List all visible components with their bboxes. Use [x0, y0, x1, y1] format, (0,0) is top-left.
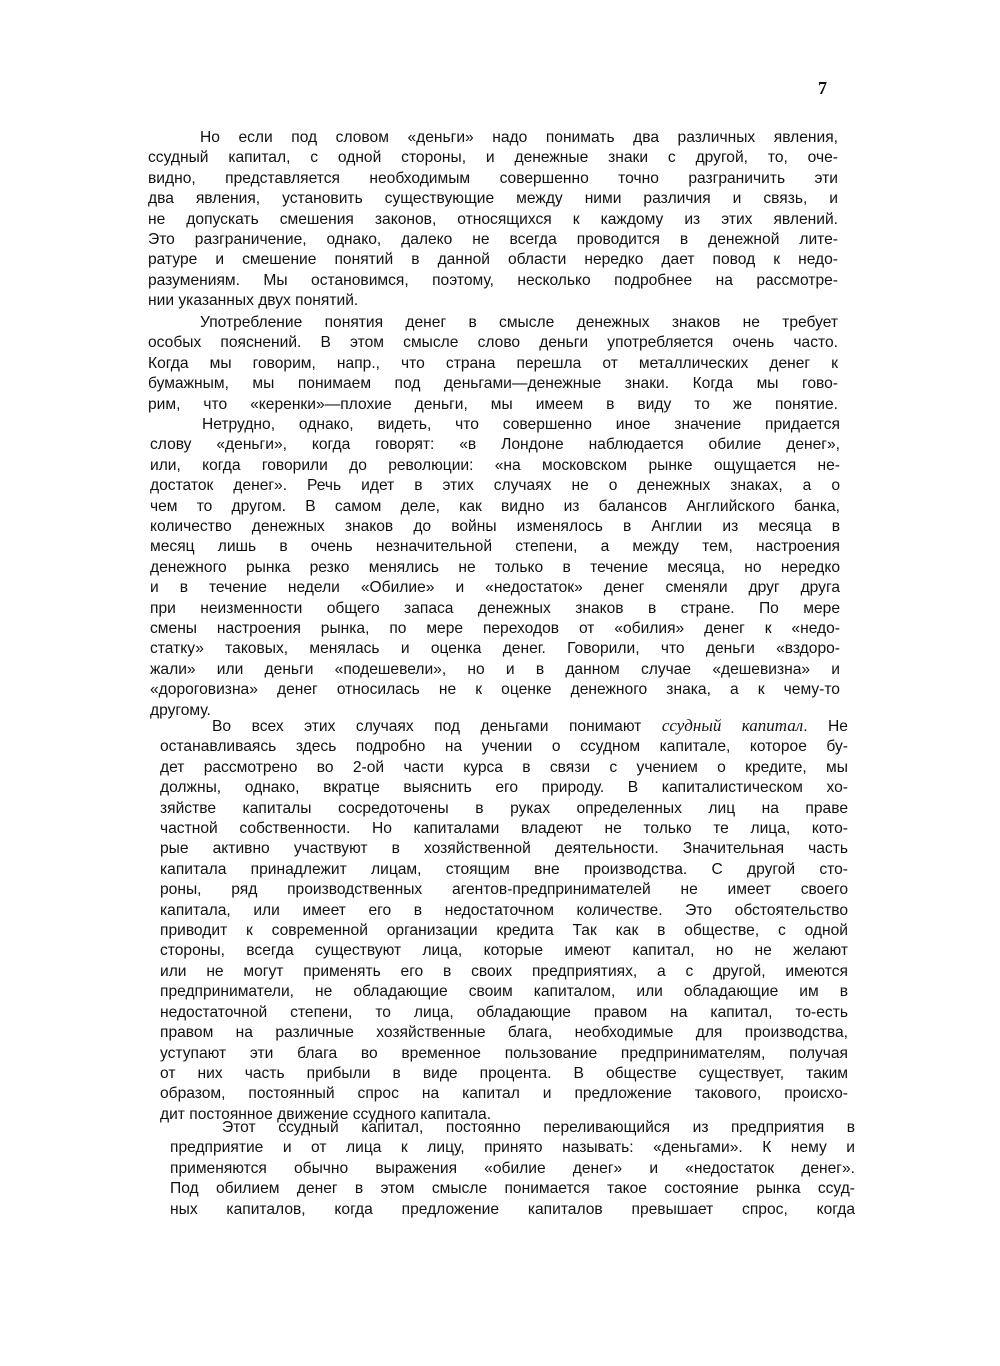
text-line: капитала принадлежит лицам, стоящим вне производства. С другой сто- — [160, 860, 848, 878]
text-line: жали» или деньги «подешевели», но и в данном случае «дешевизна» и — [150, 660, 840, 678]
text-line: дит постоянное движение ссудного капитала. — [160, 1105, 492, 1123]
text-line: недостаточной степени, то лица, обладающие правом на капитал, то-есть — [160, 1003, 848, 1021]
text-line: не допускать смешения законов, относящихся к каждому из этих явлений. — [148, 210, 838, 228]
text-line: два явления, установить существующие между ними различия и связь, и — [148, 190, 838, 208]
text-line: от них часть прибыли в виде процента. В обществе существует, таким — [160, 1064, 848, 1082]
text-line: достаток денег». Речь идет в этих случаях не о денежных знаках, а о — [150, 477, 840, 495]
text-line: приводит к современной организации кредита Так как в обществе, с одной — [160, 922, 848, 940]
text-line: останавливаясь здесь подробно на учении о ссудном капитале, которое бу- — [160, 738, 848, 756]
text-line: Этот ссудный капитал, постоянно переливающийся из предприятия в — [222, 1119, 855, 1136]
text-line: зяйстве капиталы сосредоточены в руках определенных лиц на праве — [160, 799, 848, 817]
paragraph-1 — [148, 128, 838, 312]
text-line: предприятие и от лица к лицу, принято называть: «деньгами». К нему и — [170, 1139, 855, 1157]
text-line: правом на различные хозяйственные блага, необходимые для производства, — [160, 1024, 848, 1042]
text-line: видно, представляется необходимым совершенно точно разграничить эти — [148, 169, 838, 187]
text-line: «дороговизна» денег относилась не к оценке денежного знака, а к чему-то — [150, 681, 840, 699]
text-line: Это разграничение, однако, далеко не всегда проводится в денежной лите- — [148, 231, 838, 249]
emphasis-term: ссудный капитал — [661, 716, 804, 735]
paragraph-2 — [148, 313, 838, 415]
text-run: . Не — [803, 718, 848, 735]
text-line: предприниматели, не обладающие своим капиталом, или обладающие им в — [160, 983, 848, 1001]
paragraph-4 — [160, 716, 848, 1125]
text-line: или, когда говорили до революции: «на московском рынке ощущается не- — [150, 456, 840, 474]
text-run: Во всех этих случаях под деньгами понимают — [212, 718, 662, 735]
text-line: и в течение недели «Обилие» и «недостаток» денег сменяли друг друга — [150, 579, 840, 597]
text-line: Нетрудно, однако, видеть, что совершенно иное значение придается — [202, 416, 840, 433]
text-line: частной собственности. Но капиталами владеют не только те лица, кото- — [160, 820, 848, 838]
text-line: должны, однако, вкратце выяснить его природу. В капиталистическом хо- — [160, 779, 848, 797]
text-line: применяются обычно выражения «обилие денег» и «недостаток денег». — [170, 1159, 855, 1177]
text-line: слову «деньги», когда говорят: «в Лондоне наблюдается обилие денег», — [150, 436, 840, 454]
text-line: Под обилием денег в этом смысле понимается такое состояние рынка ссуд- — [170, 1180, 855, 1198]
text-line: уступают эти блага во временное пользование предпринимателям, получая — [160, 1044, 848, 1062]
text-line: денежного рынка резко менялись не только в течение месяца, но нередко — [150, 558, 840, 576]
text-line: Но если под словом «деньги» надо понимать два различных явления, — [200, 129, 838, 146]
text-line: при неизменности общего запаса денежных знаков в стране. По мере — [150, 599, 840, 617]
text-line: Когда мы говорим, напр., что страна перешла от металлических денег к — [148, 354, 838, 372]
text-line: роны, ряд производственных агентов-предпринимателей не имеет своего — [160, 881, 848, 899]
text-line: особых пояснений. В этом смысле слово деньги употребляется очень часто. — [148, 334, 838, 352]
text-line: другому. — [150, 701, 211, 719]
text-line: капитала, или имеет его в недостаточном количестве. Это обстоятельство — [160, 901, 848, 919]
text-line: Употребление понятия денег в смысле денежных знаков не требует — [200, 314, 838, 331]
text-line: ссудный капитал, с одной стороны, и денежные знаки с другой, то, оче- — [148, 149, 838, 167]
text-line: месяц лишь в очень незначительной степени, а между тем, настроения — [150, 538, 840, 556]
text-line: нии указанных двух понятий. — [148, 292, 359, 310]
page-number: 7 — [818, 78, 827, 98]
text-line: статку» таковых, менялась и оценка денег. Говорили, что деньги «вздоро- — [150, 640, 840, 658]
text-line: ных капиталов, когда предложение капиталов превышает спрос, когда — [170, 1200, 855, 1218]
text-line: ратуре и смешение понятий в данной области нередко дает повод к недо- — [148, 251, 838, 269]
text-line: разумениям. Мы остановимся, поэтому, несколько подробнее на рассмотре- — [148, 271, 838, 289]
text-line: количество денежных знаков до войны изменялось в Англии из месяца в — [150, 518, 840, 536]
text-line: смены настроения рынка, по мере переходов от «обилия» денег к «недо- — [150, 620, 840, 638]
text-line: образом, постоянный спрос на капитал и предложение такового, происхо- — [160, 1085, 848, 1103]
text-line: рим, что «керенки»—плохие деньги, мы имеем в виду то же понятие. — [148, 395, 838, 413]
text-line: бумажным, мы понимаем под деньгами—денежные знаки. Когда мы гово- — [148, 375, 838, 393]
text-line: рые активно участвуют в хозяйственной деятельности. Значительная часть — [160, 840, 848, 858]
text-line: стороны, всегда существуют лица, которые имеют капитал, но не желают — [160, 942, 848, 960]
paragraph-5 — [170, 1118, 855, 1220]
text-line: дет рассмотрено во 2-ой части курса в связи с учением о кредите, мы — [160, 758, 848, 776]
text-line: или не могут применять его в своих предприятиях, а с другой, имеются — [160, 962, 848, 980]
paragraph-3 — [150, 415, 840, 721]
text-line-with-emphasis — [160, 716, 848, 737]
text-line: чем то другом. В самом деле, как видно из балансов Английского банка, — [150, 497, 840, 515]
